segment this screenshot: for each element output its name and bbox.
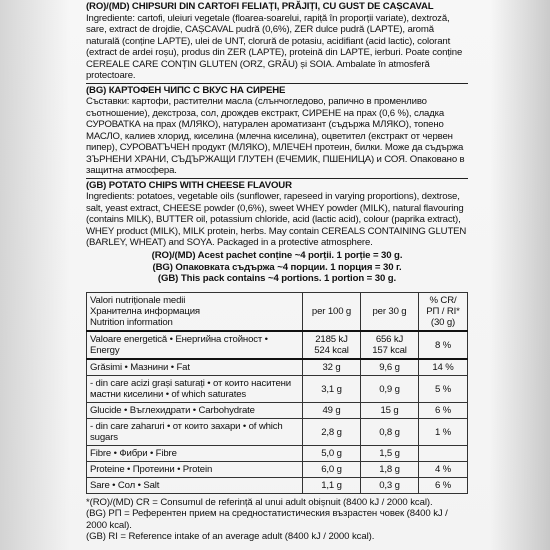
row-ri: 14 % — [419, 359, 468, 376]
header-per30: per 30 g — [361, 293, 419, 332]
row-per30: 9,6 g — [361, 359, 419, 376]
header-ri-line: % CR/ — [429, 295, 457, 306]
divider — [86, 178, 468, 179]
header-label — [87, 293, 303, 332]
row-per30: 0,3 g — [361, 478, 419, 494]
ingredients-bg-text: Съставки: картофи, растителни масла (слънчогледово, рапично в променливо съотношение), декстроза, сол, дрождев екстракт, СИРЕНЕ на прах (0,6 %), сладка СУРОВАТКА на прах (МЛЯКО), натурален ароматизант (съдържа МЛЯКО), топено МАСЛО, калиев хлорид, киселина (млечна киселина), оцветител (екстракт от червен пипер), СУРОВАТЪЧЕН продукт (МЛЯКО), МЛЕЧЕН протеин, билки. Може да съдържа ЗЪРНЕНИ ХРАНИ, СЪДЪРЖАЩИ ГЛУТЕН (ЕЧЕМИК, ПШЕНИЦА) и СОЯ. Опаковано в защитна атмосфера. — [86, 96, 465, 176]
row-label: Grăsimi • Мазнини • Fat — [87, 359, 303, 376]
row-per100: 32 g — [303, 359, 361, 376]
row-per100: 2,8 g — [303, 419, 361, 446]
row-ri: 4 % — [419, 462, 468, 478]
header-label-ro: Valori nutriționale medii — [90, 295, 186, 306]
row-ri: 5 % — [419, 376, 468, 403]
header-label-gb: Nutrition information — [90, 317, 173, 328]
reference-intake-footnotes — [86, 497, 468, 543]
ingredients-ro-text: Ingrediente: cartofi, uleiuri vegetale (floarea-soarelui, rapiță în proporții variate), dextroză, sare, extract de drojdie, CAȘCAVAL pudră (0,6%), ZER dulce pudră (LAPTE), aromă naturală (conține LAPTE), ulei de UNT, clorură de potasiu, acidifiant (acid lactic), colorant (extract de ardei roșu), produs din ZER (LAPTE), proteină din LAPTE, ierburi. Poate conține CEREALE CARE CONȚIN GLUTEN (ORZ, GRÂU) și SOIA. Ambalate în atmosferă protectoare. — [86, 12, 463, 81]
row-per100: 3,1 g — [303, 376, 361, 403]
ingredients-gb-title: (GB) POTATO CHIPS WITH CHEESE FLAVOUR — [86, 179, 292, 191]
row-ri — [419, 446, 468, 462]
header-ri — [419, 293, 468, 332]
ingredients-bg-title: (BG) КАРТОФЕН ЧИПС С ВКУС НА СИРЕНЕ — [86, 84, 286, 96]
row-per100: 6,0 g — [303, 462, 361, 478]
pack-info-ro: (RO)/(MD) Acest pachet conține ~4 porții. 1 porție = 30 g. — [151, 250, 403, 261]
nutrition-row-fibre — [87, 446, 468, 462]
row-per30: 656 kJ 157 kcal — [361, 331, 419, 359]
footnote-ro: *(RO)/(MD) CR = Consumul de referință al unui adult obișnuit (8400 kJ / 2000 kcal). — [86, 497, 433, 508]
row-per100: 2185 kJ 524 kcal — [303, 331, 361, 359]
nutrition-row-carbohydrate — [87, 403, 468, 419]
nutrition-row-energy — [87, 331, 468, 359]
pack-portion-info — [86, 250, 468, 285]
row-ri: 6 % — [419, 403, 468, 419]
ingredients-block — [86, 1, 468, 250]
row-per30: 0,8 g — [361, 419, 419, 446]
row-per30: 15 g — [361, 403, 419, 419]
row-per100: 5,0 g — [303, 446, 361, 462]
header-ri-line: РП / RI* — [426, 306, 460, 317]
row-label: Proteine • Протеини • Protein — [87, 462, 303, 478]
ingredients-gb-text: Ingredients: potatoes, vegetable oils (sunflower, rapeseed in varying proportions), dextrose, salt, yeast extract, CHEESE powder (0,6%), sweet WHEY powder (MILK), natural flavouring (contains MILK), BUTTER oil, potassium chloride, acid (lactic acid), colour (paprika extract), WHEY product (MILK), MILK protein, herbs. May contain CEREALS CONTAINING GLUTEN (BARLEY, WHEAT) and SOYA. Packaged in a protective atmosphere. — [86, 191, 467, 248]
nutrition-row-protein — [87, 462, 468, 478]
ingredients-ro-title: (RO)/(MD) CHIPSURI DIN CARTOFI FELIAȚI, PRĂJIȚI, CU GUST DE CAȘCAVAL — [86, 1, 434, 12]
header-label-bg: Хранителна информация — [90, 306, 200, 317]
row-per100: 49 g — [303, 403, 361, 419]
nutrition-row-salt — [87, 478, 468, 494]
row-label: Sare • Сол • Salt — [87, 478, 303, 494]
header-per100: per 100 g — [303, 293, 361, 332]
row-label: - din care acizi grași saturați • от които наситени мастни киселини • of which saturates — [87, 376, 303, 403]
row-label: Glucide • Въглехидрати • Carbohydrate — [87, 403, 303, 419]
row-ri: 6 % — [419, 478, 468, 494]
row-ri: 1 % — [419, 419, 468, 446]
header-ri-line: (30 g) — [430, 317, 456, 328]
row-label: Valoare energetică • Енергийна стойност • Energy — [87, 331, 303, 359]
nutrition-row-fat — [87, 359, 468, 376]
fold-shadow-right — [490, 0, 550, 550]
ingredients-ro — [86, 1, 468, 82]
row-per30: 1,8 g — [361, 462, 419, 478]
row-per100: 1,1 g — [303, 478, 361, 494]
row-label: Fibre • Фибри • Fibre — [87, 446, 303, 462]
pack-info-gb: (GB) This pack contains ~4 portions. 1 portion = 30 g. — [157, 273, 397, 285]
ingredients-gb — [86, 180, 468, 249]
row-per30: 1,5 g — [361, 446, 419, 462]
ingredients-bg — [86, 85, 468, 177]
nutrition-row-sugars — [87, 419, 468, 446]
divider — [86, 83, 468, 84]
nutrition-header-row — [87, 293, 468, 332]
fold-shadow-left — [0, 0, 70, 550]
nutrition-row-saturates — [87, 376, 468, 403]
row-ri: 8 % — [419, 331, 468, 359]
footnote-gb: (GB) RI = Reference intake of an average adult (8400 kJ / 2000 kcal). — [86, 531, 375, 543]
row-per30: 0,9 g — [361, 376, 419, 403]
footnote-bg: (BG) РП = Референтен прием на средностатистическия възрастен човек (8400 kJ / 2000 kcal). — [86, 508, 448, 531]
nutrition-table — [86, 292, 468, 494]
pack-info-bg: (BG) Опаковката съдържа ~4 порции. 1 порция = 30 г. — [152, 261, 402, 273]
row-label: - din care zaharuri • от които захари • of which sugars — [87, 419, 303, 446]
